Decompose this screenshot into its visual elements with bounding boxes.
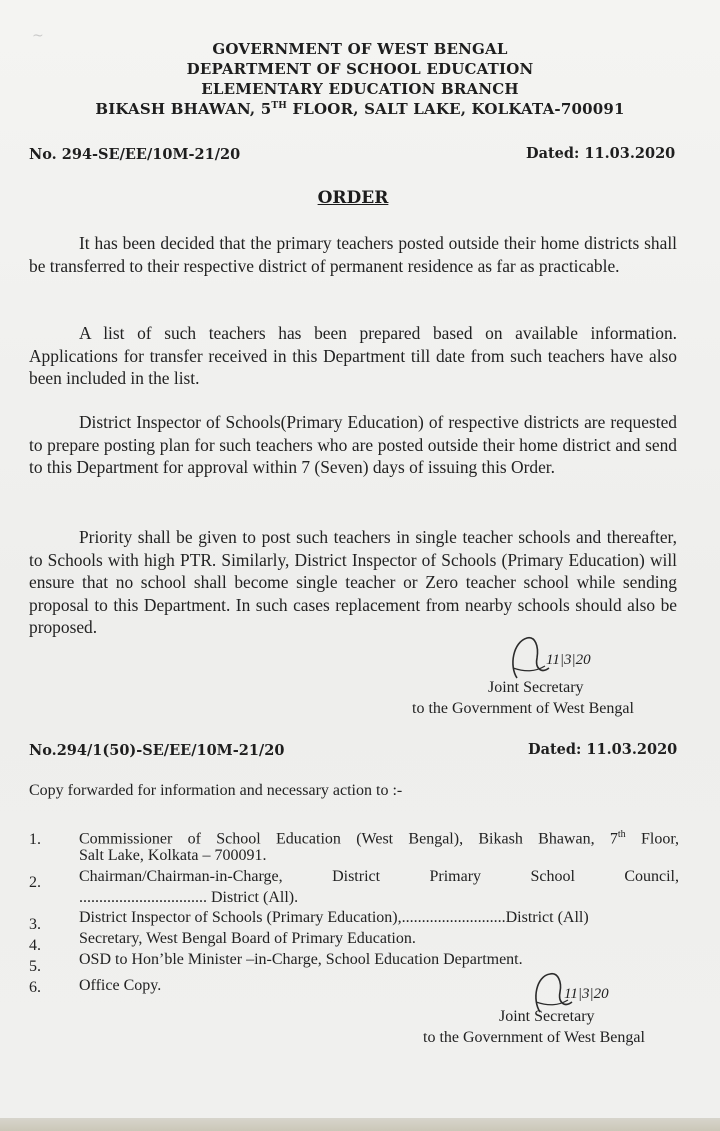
- order-paragraph-2: A list of such teachers has been prepared based on available information. Applications for transfer received in this Department till date from such teachers have also been included in the list.: [29, 323, 677, 388]
- order-title: ORDER: [317, 188, 389, 208]
- copy-forwarded-text: Copy forwarded for information and necessary action to :-: [29, 782, 403, 799]
- copy-number: No.294/1(50)-SE/EE/10M-21/20: [29, 742, 285, 759]
- recipient-number: 3.: [29, 916, 41, 933]
- signature-1-date: 11|3|20: [546, 652, 591, 668]
- page-bottom-edge: [0, 1118, 720, 1131]
- recipient-number: 6.: [29, 979, 41, 996]
- recipient-6-line1: Office Copy.: [79, 977, 162, 994]
- recipient-5-line1: OSD to Hon’ble Minister –in-Charge, School Education Department.: [79, 951, 523, 968]
- recipient-2-line2: ................................ District (All).: [79, 889, 299, 906]
- order-paragraph-4: Priority shall be given to post such teachers in single teacher schools and thereafter, to Schools with high PTR. Similarly, District Inspector of Schools (Primary Education) will ensure that no school shall become single teacher or Zero teacher school while sending proposal to this Department. In such cases replacement from nearby schools should also be proposed.: [29, 527, 677, 637]
- order-paragraph-3: District Inspector of Schools(Primary Education) of respective districts are requested to prepare posting plan for such teachers who are posted outside their home district and send to this Department for approval within 7 (Seven) days of issuing this Order.: [29, 412, 677, 477]
- recipient-number: 5.: [29, 958, 41, 975]
- recipient-1-line2: Salt Lake, Kolkata – 700091.: [79, 847, 267, 864]
- signature-1-org: to the Government of West Bengal: [412, 700, 634, 717]
- recipient-4-line1: Secretary, West Bengal Board of Primary Education.: [79, 930, 416, 947]
- signature-2-date: 11|3|20: [564, 986, 609, 1002]
- recipient-1-line1: Commissioner of School Education (West Bengal), Bikash Bhawan, 7th Floor,: [79, 829, 680, 848]
- signature-2-org: to the Government of West Bengal: [423, 1029, 645, 1046]
- copy-date: Dated: 11.03.2020: [528, 741, 678, 758]
- header-government: GOVERNMENT OF WEST BENGAL: [212, 40, 508, 58]
- recipient-3-line1: District Inspector of Schools (Primary Education),..........................District (All): [79, 909, 589, 926]
- header-address: BIKASH BHAWAN, 5TH FLOOR, SALT LAKE, KOLKATA-700091: [95, 100, 625, 118]
- order-number: No. 294-SE/EE/10M-21/20: [29, 146, 241, 163]
- signature-1-designation: Joint Secretary: [488, 679, 584, 696]
- recipient-2-line1: Chairman/Chairman-in-Charge, District Primary School Council,: [79, 868, 679, 885]
- header-branch: ELEMENTARY EDUCATION BRANCH: [201, 80, 519, 98]
- recipient-number: 4.: [29, 937, 41, 954]
- recipient-number: 1.: [29, 831, 41, 848]
- order-paragraph-1: It has been decided that the primary teachers posted outside their home districts shall be transferred to their respective district of permanent residence as far as practicable.: [29, 233, 677, 276]
- recipient-number: 2.: [29, 874, 41, 891]
- scan-mark: ~: [32, 28, 44, 44]
- order-date: Dated: 11.03.2020: [526, 145, 676, 162]
- header-department: DEPARTMENT OF SCHOOL EDUCATION: [186, 60, 534, 78]
- signature-2-designation: Joint Secretary: [499, 1008, 595, 1025]
